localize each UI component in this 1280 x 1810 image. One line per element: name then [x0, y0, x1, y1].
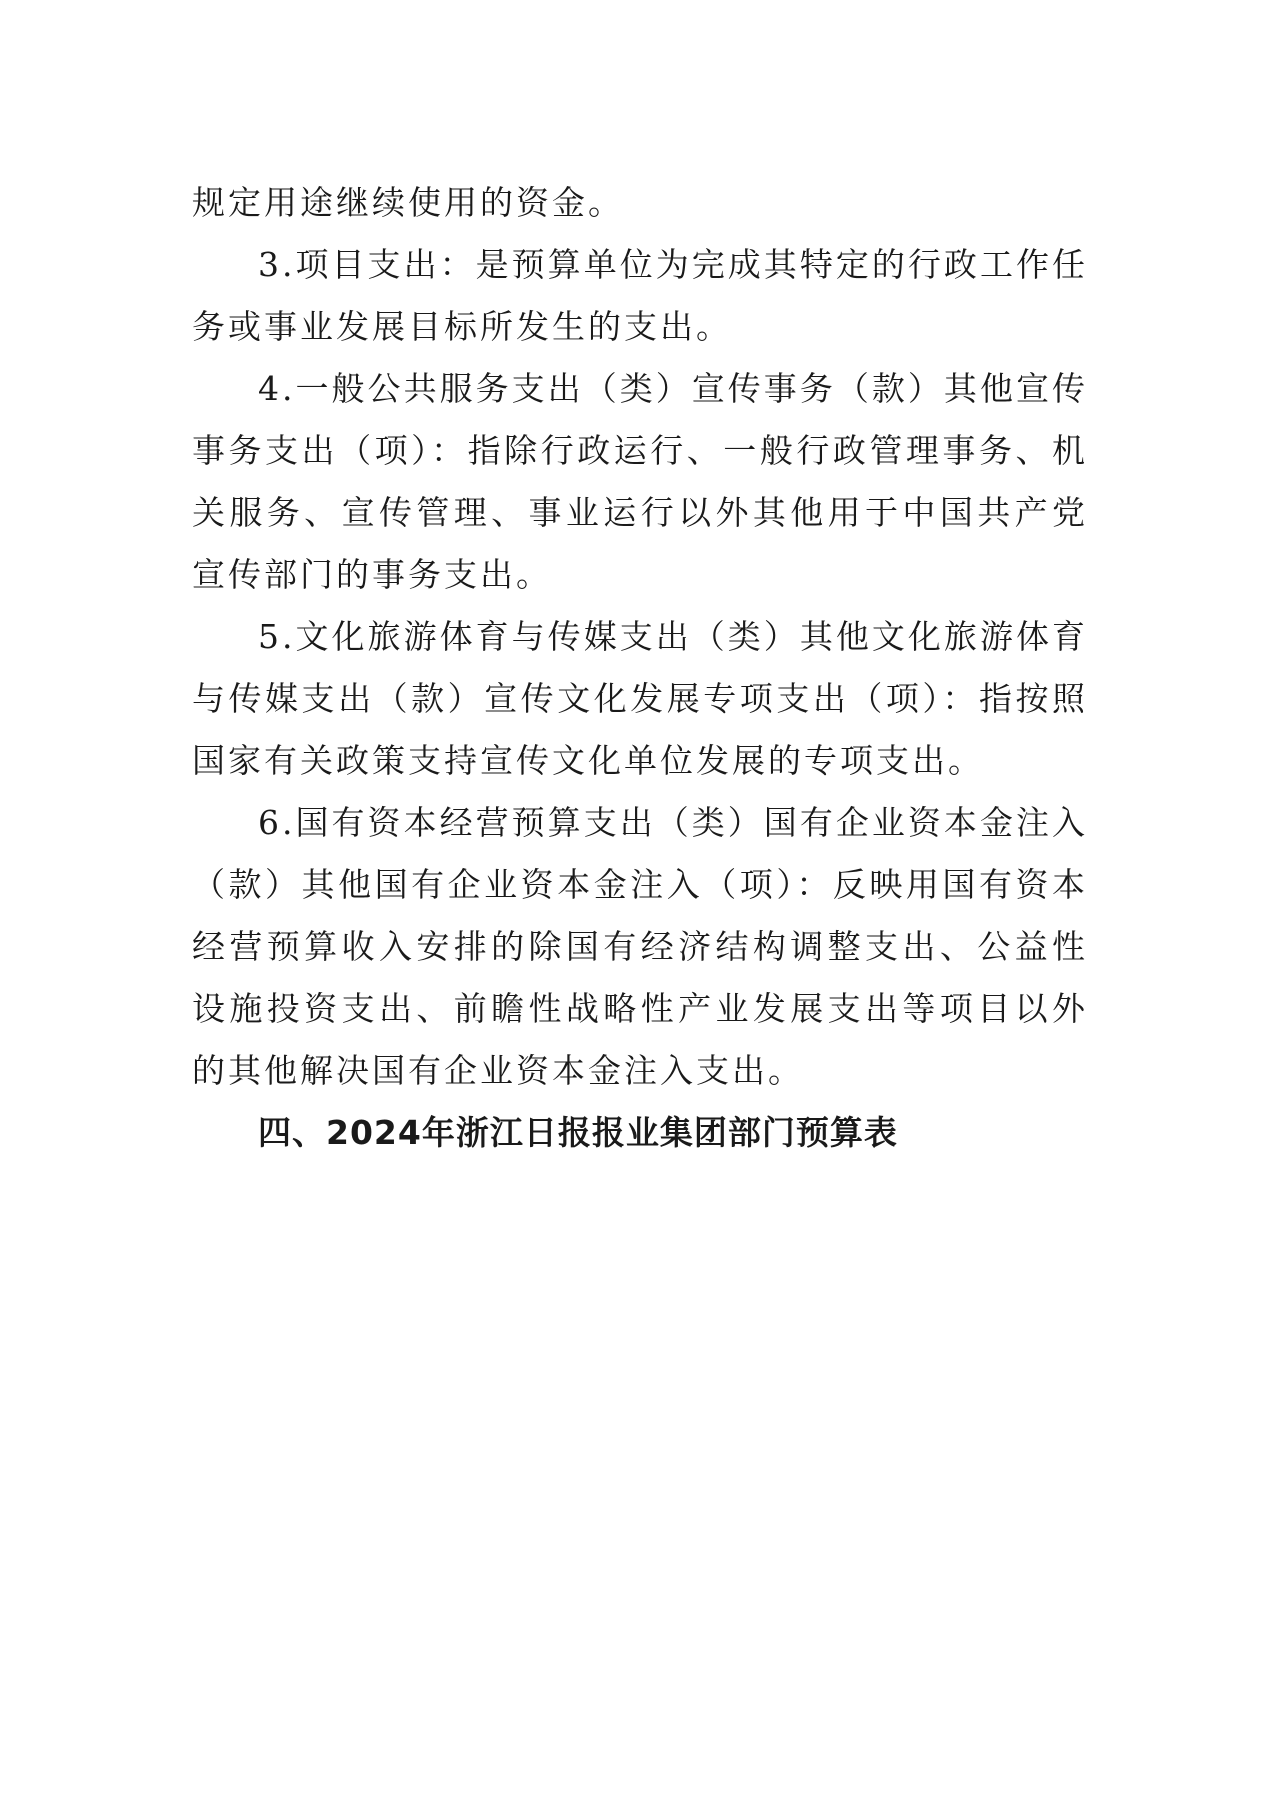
- paragraph-item-6: 6.国有资本经营预算支出（类）国有企业资本金注入（款）其他国有企业资本金注入（项）：反映用国有资本经营预算收入安排的除国有经济结构调整支出、公益性设施投资支出、前瞻性战略性产业发展支出等项目以外的其他解决国有企业资本金注入支出。: [192, 803, 1088, 1090]
- document-body: [192, 172, 1088, 1164]
- section-heading: 四、2024年浙江日报报业集团部门预算表: [258, 1113, 898, 1152]
- paragraph-item-4: 4.一般公共服务支出（类）宣传事务（款）其他宣传事务支出（项）：指除行政运行、一般行政管理事务、机关服务、宣传管理、事业运行以外其他用于中国共产党宣传部门的事务支出。: [192, 369, 1088, 594]
- paragraph-item-5: 5.文化旅游体育与传媒支出（类）其他文化旅游体育与传媒支出（款）宣传文化发展专项支出（项）：指按照国家有关政策支持宣传文化单位发展的专项支出。: [192, 617, 1088, 780]
- paragraph-continuation: 规定用途继续使用的资金。: [192, 183, 624, 222]
- paragraph-item-3: 3.项目支出：是预算单位为完成其特定的行政工作任务或事业发展目标所发生的支出。: [192, 245, 1088, 346]
